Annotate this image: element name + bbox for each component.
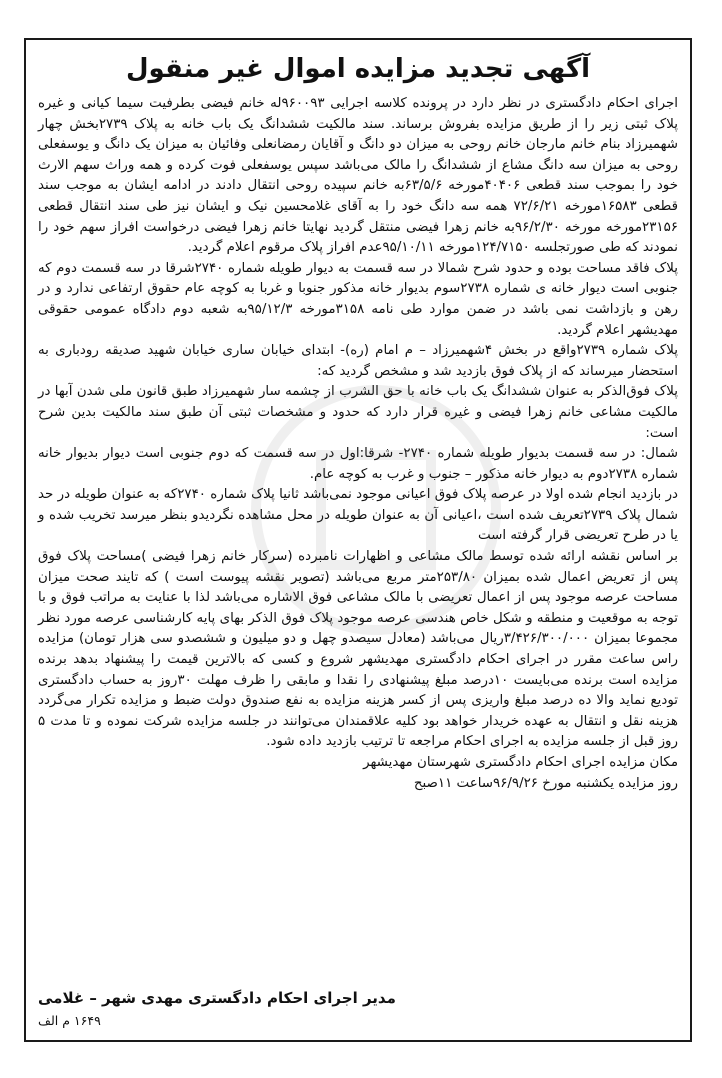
signature-block	[38, 989, 678, 1028]
signature: مدیر اجرای احکام دادگستری مهدی شهر – غلامی	[38, 989, 396, 1007]
reference-number: ۱۶۴۹ م الف	[38, 1013, 101, 1028]
notice-title: آگهی تجدید مزایده اموال غیر منقول	[126, 54, 590, 84]
paragraph-inspection: در بازدید انجام شده اولا در عرصه پلاک فوق اعیانی موجود نمی‌باشد ثانیا پلاک شماره ۲۷۴۰که به عنوان طویله در حد شمال پلاک ۲۷۳۹تعریف شده است ،اعیانی آن به عنوان طویله در محل مشاهده نگردیدو بنظر میرسد تخریب شده و یا در طرح تعریضی قرار گرفته است	[38, 487, 678, 544]
paragraph-location: پلاک شماره ۲۷۳۹واقع در بخش ۴شهمیرزاد – م امام (ره)- ابتدای خیابان ساری خیابان شهید صدیقه رودباری به استحضار میرساند که از پلاک فوق بازدید شد و مشخص گردید که:	[38, 343, 678, 379]
paragraph-auction-location: مکان مزایده اجرای احکام دادگستری شهرستان مهدیشهر	[363, 755, 678, 770]
notice-frame	[24, 38, 692, 1042]
paragraph-intro: اجرای احکام دادگستری در نظر دارد در پرونده کلاسه اجرایی ۹۶۰۰۹۳له خانم فیضی بطرفیت سیما کیانی و غیره پلاک ثبتی زیر را از طریق مزایده بفروش برساند. سند مالکیت ششدانگ یک باب خانه به پلاک ۲۷۳۹بخش چهار شهمیرزاد بنام خانم مارجان خانم روحی به میزان دو دانگ و آقایان رمضانعلی وفائیان به میزان یک دانگ و یوسفعلی روحی به میزان سه دانگ مشاع از ششدانگ را مالک می‌باشد سپس یوسفعلی فوت کرده و همه وراث سهم الارث خود را بموجب سند قطعی ۴۰۴۰۶مورخه ۶۳/۵/۶به خانم سپیده روحی انتقال دادند در ادامه ایشان به موجب سند قطعی ۱۶۵۸۳مورخه ۷۲/۶/۲۱ همه سه دانگ خود را به آقای غلامحسین نیک و ایشان نیز طی سند انتقال قطعی ۲۳۱۵۶مورخه مورخه ۹۶/۲/۳۰به خانم زهرا فیضی منتقل گردید نهایتا خانم زهرا فیضی درخواست افراز سهم خود را نمودند که طی صورتجلسه ۱۲۴/۷۱۵۰مورخه ۹۵/۱۰/۱۱عدم افراز پلاک مرقوم اعلام گردید.	[38, 96, 679, 256]
paragraph-auction-date: روز مزایده یکشنبه مورخ ۹۶/۹/۲۶ساعت ۱۱صبح	[413, 775, 678, 791]
paragraph-ownership: پلاک فوق‌الذکر به عنوان ششدانگ یک باب خانه با حق الشرب از چشمه سار شهمیرزاد طبق قانون ملی شدن آبها در مالکیت مشاعی خانم زهرا فیضی و غیره قرار دارد که حدود و مشخصات ثبتی آن طبق سند مالکیت بدین شرح است:	[38, 384, 678, 441]
paragraph-boundaries: پلاک فاقد مساحت بوده و حدود شرح شمالا در سه قسمت به دیوار طویله شماره ۲۷۴۰شرقا در سه قسمت دوم که جنوبی است دیوار خانه ی شماره ۲۷۳۸سوم بدیوار خانه مذکور جنوبا و غربا به کوچه عام حقوق ارتفاعی ندارد و در رهن و بازداشت نمی باشد در ضمن موارد طی نامه ۳۱۵۸مورخه ۹۵/۱۲/۳به شعبه دوم دادگاه عمومی حقوقی مهدیشهر اعلام گردید.	[38, 260, 678, 338]
paragraph-north-boundary: شمال: در سه قسمت بدیوار طویله شماره ۲۷۴۰- شرقا:اول در سه قسمت که دوم جنوبی است دیوار بدیوار خانه شماره ۲۷۳۸دوم به دیوار خانه مذکور – جنوب و غرب به کوچه عام.	[38, 446, 678, 482]
paragraph-valuation-terms: بر اساس نقشه ارائه شده توسط مالک مشاعی و اظهارات نامبرده (سرکار خانم زهرا فیضی )مساحت پلاک فوق پس از تعریض اعمال شده بمیزان ۲۵۳/۸۰متر مربع می‌باشد (تصویر نقشه پیوست است ) که تایند صحت میزان مساحت عرصه موجود پس از اعمال تعریضی با مالک مشاعی فوق الاشاره می‌باشد لذا با عنایت به مراتب فوق و با توجه به موقعیت و منطقه و شکل خاص هندسی عرصه موجود پلاک فوق الذکر بهای پایه کارشناسی عرصه مورد نظر مجموعا بمیزان ۳/۴۲۶/۳۰۰/۰۰۰ریال می‌باشد (معادل سیصدو چهل و دو میلیون و ششصدو سی هزار تومان) مزایده راس ساعت مقرر در اجرای احکام دادگستری مهدیشهر شروع و کسی که بالاترین قیمت را پیشنهاد بدهد برنده مزایده است برنده می‌بایست ۱۰درصد مبلغ پیشنهادی را نقدا و مابقی را ظرف مهلت ۳۰روز به حساب دادگستری تودیع نماید والا ده درصد مبلغ واریزی پس از کسر هزینه مزایده به نفع صندوق دولت ضبط و مزایده تکرار می‌گردد هزینه نقل و انتقال به عهده خریدار خواهد بود کلیه علاقمندان می‌توانند در جلسه مزایده شرکت نموده و تا مدت ۵ روز قبل از جلسه مزایده به اجرای احکام مراجعه تا ترتیب بازدید داده شود.	[38, 549, 678, 750]
notice-body	[38, 94, 678, 794]
